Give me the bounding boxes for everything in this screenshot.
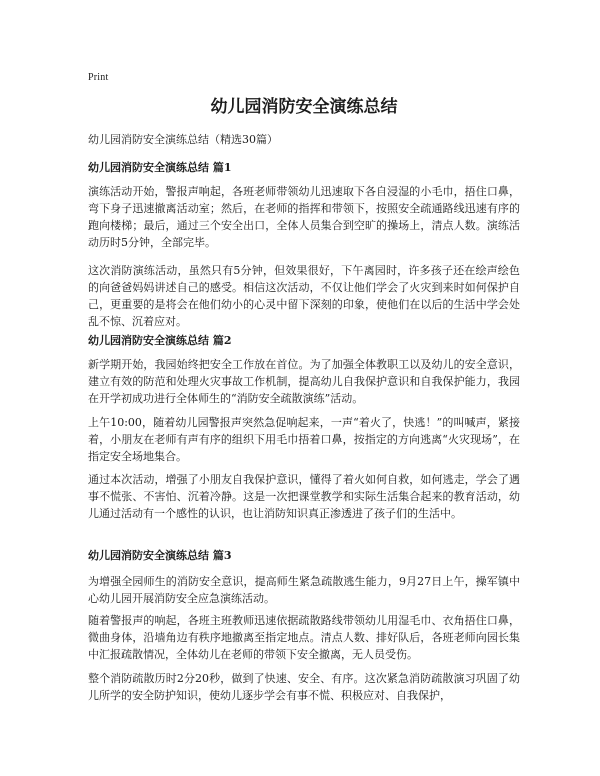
- paragraph: 通过本次活动，增强了小朋友自我保护意识，懂得了着火如何自救，如何逃走，学会了遇事不慌张、不害怕、沉着冷静。这是一次把课堂教学和实际生活集合起来的教育活动，幼儿通过活动有一个感性的认识，也让消防知识真正渗透进了孩子们的生活中。: [88, 473, 520, 520]
- paragraph: 为增强全园师生的消防安全意识，提高师生紧急疏散逃生能力，9月27日上午，操军镇中心幼儿园开展消防安全应急演练活动。: [88, 575, 520, 605]
- paragraph: 演练活动开始，警报声响起，各班老师带领幼儿迅速取下各自浸湿的小毛巾，捂住口鼻，弯下身子迅速撤离活动室；然后，在老师的指挥和带领下，按照安全疏通路线迅速有序的跑向楼梯；最后，通过三个安全出口，全体人员集合到空旷的操场上，清点人数。演练活动历时5分钟，全部完毕。: [88, 185, 520, 249]
- document-subtitle: 幼儿园消防安全演练总结（精选30篇）: [88, 133, 278, 146]
- page-title: 幼儿园消防安全演练总结: [210, 97, 398, 117]
- print-link[interactable]: Print: [88, 72, 109, 83]
- paragraph: 整个消防疏散历时2分20秒，做到了快速、安全、有序。这次紧急消防疏散演习巩固了幼儿所学的安全防护知识，使幼儿逐步学会有事不慌、积极应对、自我保护，: [88, 672, 520, 702]
- paragraph: 上午10:00，随着幼儿园警报声突然急促响起来，一声“着火了，快逃！”的叫喊声，紧接着，小朋友在老师有声有序的组织下用毛巾捂着口鼻，按指定的方向逃离“火灾现场”，在指定安全场地集合。: [88, 416, 520, 463]
- section-heading-2: 幼儿园消防安全演练总结 篇2: [88, 334, 232, 347]
- section-heading-3: 幼儿园消防安全演练总结 篇3: [88, 549, 232, 562]
- paragraph: 新学期开始，我园始终把安全工作放在首位。为了加强全体教职工以及幼儿的安全意识，建立有效的防范和处理火灾事故工作机制，提高幼儿自我保护意识和自我保护能力，我园在开学初成功进行全体师生的“消防安全疏散演练”活动。: [88, 358, 520, 405]
- paragraph: 这次消防演练活动，虽然只有5分钟，但效果很好，下午离园时，许多孩子还在绘声绘色的向爸爸妈妈讲述自己的感受。相信这次活动，不仅让他们学会了火灾到来时如何保护自己，更重要的是将会在他们幼小的心灵中留下深刻的印象，使他们在以后的生活中学会处乱不惊、沉着应对。: [88, 264, 520, 328]
- paragraph: 随着警报声的响起，各班主班教师迅速依据疏散路线带领幼儿用湿毛巾、衣角捂住口鼻，微曲身体，沿墙角边有秩序地撤离至指定地点。清点人数、排好队后，各班老师向园长集中汇报疏散情况，全体幼儿在老师的带领下安全撤离，无人员受伤。: [88, 614, 520, 661]
- section-heading-1: 幼儿园消防安全演练总结 篇1: [88, 161, 232, 174]
